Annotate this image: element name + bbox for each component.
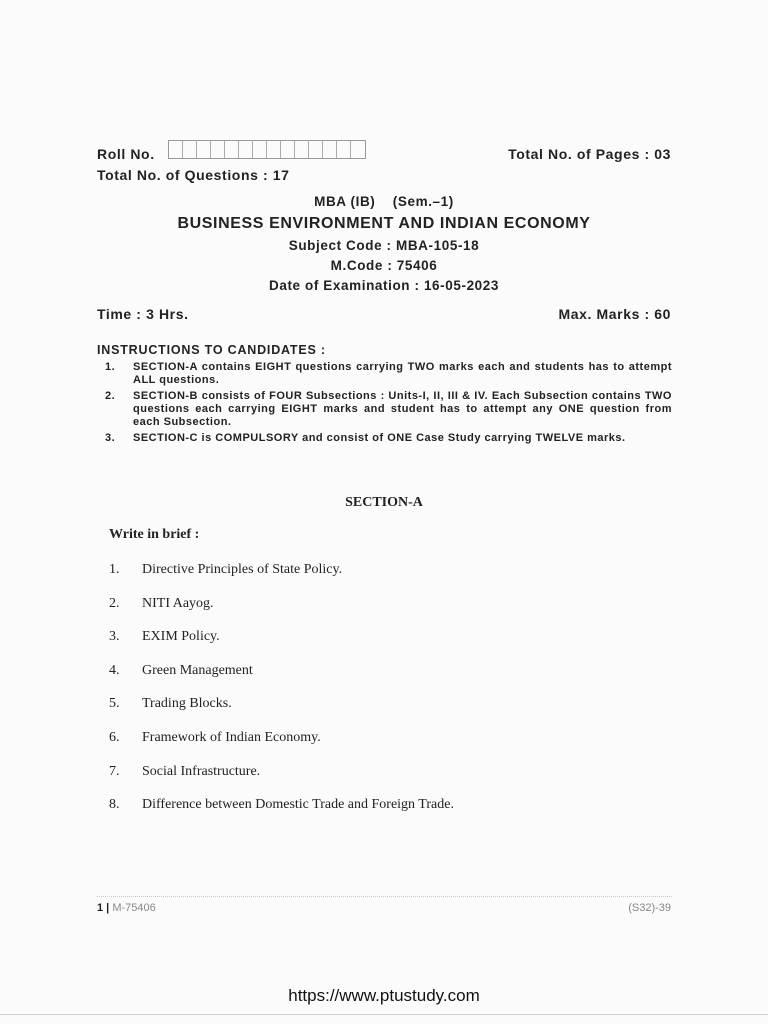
question-number: 4. xyxy=(109,662,120,678)
instruction-text: SECTION-B consists of FOUR Subsections : Units-I, II, III & IV. Each Subsection contains TWO questions each carrying EIGHT marks and student has to attempt any ONE question from each Subsection. xyxy=(133,390,672,428)
question-item xyxy=(109,764,669,798)
section-a-prompt: Write in brief : xyxy=(109,527,200,542)
total-questions: Total No. of Questions : 17 xyxy=(97,167,290,183)
page-bottom-divider xyxy=(0,1014,768,1015)
total-pages: Total No. of Pages : 03 xyxy=(508,146,671,162)
question-item xyxy=(109,629,669,663)
question-number: 2. xyxy=(109,595,120,611)
footer-divider xyxy=(97,896,672,897)
instruction-text: SECTION-A contains EIGHT questions carrying TWO marks each and students has to attempt ALL questions. xyxy=(133,361,672,386)
instructions-heading: INSTRUCTIONS TO CANDIDATES : xyxy=(97,343,326,357)
question-number: 8. xyxy=(109,797,120,813)
question-number: 1. xyxy=(109,562,120,577)
program-semester: MBA (IB) (Sem.–1) xyxy=(314,194,454,209)
footer-page-info xyxy=(97,902,156,914)
question-number: 3. xyxy=(109,629,120,645)
exam-date: Date of Examination : 16-05-2023 xyxy=(268,278,500,293)
roll-no-label: Roll No. xyxy=(97,146,155,162)
question-text: Framework of Indian Economy. xyxy=(142,729,321,745)
question-list xyxy=(109,562,669,831)
question-item xyxy=(109,663,669,697)
question-item xyxy=(109,696,669,730)
question-text: Trading Blocks. xyxy=(142,696,232,712)
instruction-item xyxy=(97,432,672,445)
subject-code: Subject Code : MBA-105-18 xyxy=(288,238,480,253)
instructions-list xyxy=(97,361,672,448)
instruction-number: 1. xyxy=(105,361,116,373)
question-number: 6. xyxy=(109,729,120,745)
question-text: Social Infrastructure. xyxy=(142,763,261,779)
m-code: M.Code : 75406 xyxy=(330,258,438,273)
footer-page-number: 1 | xyxy=(97,902,110,914)
question-item xyxy=(109,596,669,630)
instruction-item xyxy=(97,390,672,429)
question-item xyxy=(109,730,669,764)
question-text: EXIM Policy. xyxy=(142,629,220,645)
paper-title: BUSINESS ENVIRONMENT AND INDIAN ECONOMY xyxy=(177,215,591,232)
question-number: 7. xyxy=(109,763,120,779)
watermark-url: https://www.ptustudy.com xyxy=(288,986,480,1005)
question-item xyxy=(109,562,669,596)
question-item xyxy=(109,797,669,831)
exam-time: Time : 3 Hrs. xyxy=(97,306,189,322)
max-marks: Max. Marks : 60 xyxy=(558,306,671,322)
question-text: Difference between Domestic Trade and Foreign Trade. xyxy=(142,797,454,813)
question-text: Directive Principles of State Policy. xyxy=(142,562,343,577)
instruction-number: 2. xyxy=(105,390,116,402)
instruction-number: 3. xyxy=(105,432,116,444)
question-number: 5. xyxy=(109,696,120,712)
instruction-text: SECTION-C is COMPULSORY and consist of ONE Case Study carrying TWELVE marks. xyxy=(133,432,626,444)
footer-doc-code: M-75406 xyxy=(112,902,156,914)
roll-no-boxes xyxy=(168,140,366,159)
question-text: NITI Aayog. xyxy=(142,595,214,611)
footer-ref-code: (S32)-39 xyxy=(628,902,671,914)
section-a-heading: SECTION-A xyxy=(345,495,423,510)
question-text: Green Management xyxy=(142,662,253,678)
instruction-item xyxy=(97,361,672,387)
